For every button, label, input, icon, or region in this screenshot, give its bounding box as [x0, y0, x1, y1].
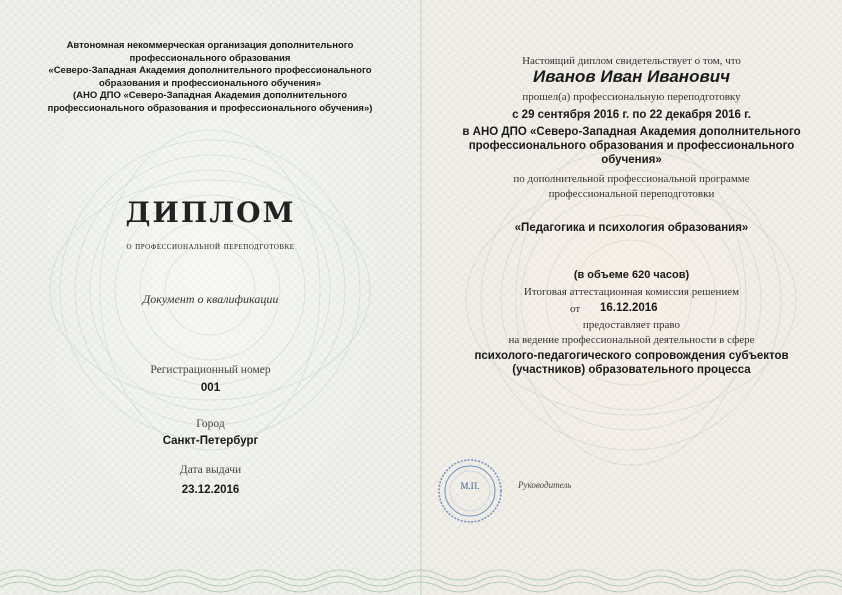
commission-text: Итоговая аттестационная комиссия решением [523, 286, 740, 298]
decision-from-label: от [570, 303, 581, 315]
institution-line: профессионального образования и профессионального [468, 140, 795, 152]
passed-text: прошел(а) профессиональную переподготовку [522, 91, 741, 103]
grants-text: предоставляет право [582, 319, 681, 331]
decision-date: 16.12.2016 [600, 302, 658, 314]
document-kind: Документ о квалификации [142, 292, 279, 306]
org-line: профессионального образования [129, 52, 291, 64]
activity-text: на ведение профессиональной деятельности в сфере [508, 334, 755, 346]
organization-name [20, 40, 400, 115]
professional-sphere [421, 349, 842, 377]
hours: (в объеме 620 часов) [573, 269, 690, 281]
org-line: профессионального образования и профессионального обучения») [47, 102, 373, 114]
issue-date-label: Дата выдачи [179, 464, 242, 476]
diploma-title: ДИПЛОМ [125, 196, 296, 229]
city-value: Санкт-Петербург [162, 435, 259, 447]
org-line: (АНО ДПО «Северо-Западная Академия дополнительного [72, 90, 348, 101]
institution-name [421, 125, 842, 167]
program-description [421, 172, 842, 202]
stamp-seal [437, 458, 503, 524]
registration-label: Регистрационный номер [150, 364, 271, 376]
institution-line: в АНО ДПО «Северо-Западная Академия дополнительного [462, 126, 801, 138]
study-period: с 29 сентября 2016 г. по 22 декабря 2016 г. [512, 109, 751, 121]
graduate-name: Иванов Иван Иванович [532, 67, 731, 86]
city-label: Город [196, 418, 225, 430]
org-line: образования и профессионального обучения» [98, 77, 322, 89]
program-line: профессиональной переподготовки [548, 188, 715, 200]
decorative-border-wave [0, 555, 842, 595]
seal-label: М.П. [460, 481, 480, 491]
intro-text: Настоящий диплом свидетельствует о том, что [522, 55, 741, 67]
org-line: «Северо-Западная Академия дополнительного профессионального [48, 65, 372, 76]
issue-date-value: 23.12.2016 [181, 484, 240, 496]
sphere-line: психолого-педагогического сопровождения субъектов [474, 350, 789, 362]
head-signature-label: Руководитель [518, 480, 572, 490]
institution-line: обучения» [601, 154, 662, 166]
sphere-line: (участников) образовательного процесса [512, 364, 751, 376]
diploma-subtitle: о профессиональной переподготовке [126, 241, 295, 252]
program-name: «Педагогика и психология образования» [514, 222, 749, 234]
program-line: по дополнительной профессиональной программе [513, 173, 750, 185]
registration-number: 001 [200, 382, 221, 394]
org-line: Автономная некоммерческая организация дополнительного [66, 40, 354, 51]
